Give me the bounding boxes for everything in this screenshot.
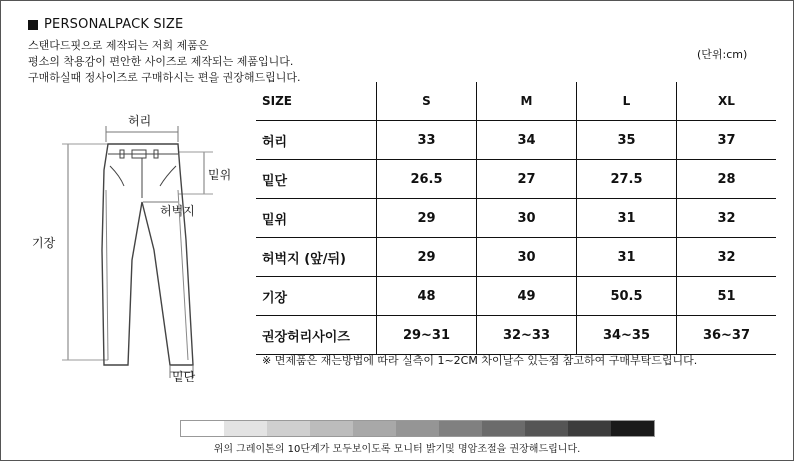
size-table <box>256 82 776 355</box>
table-cell: 26.5 <box>377 160 477 199</box>
grey-swatch <box>267 421 310 436</box>
table-cell: 31 <box>577 199 677 238</box>
table-cell: 30 <box>477 238 577 277</box>
table-cell: 32 <box>677 238 777 277</box>
intro-text <box>28 38 301 86</box>
figure-label-hem: 밑단 <box>172 370 196 384</box>
table-cell: 49 <box>477 277 577 316</box>
table-cell: 30 <box>477 199 577 238</box>
table-cell: 33 <box>377 121 477 160</box>
table-cell: 51 <box>677 277 777 316</box>
grey-scale-strip <box>180 420 655 437</box>
table-cell: 31 <box>577 238 677 277</box>
square-bullet-icon <box>28 20 38 30</box>
table-row <box>256 238 776 277</box>
row-label: 밑단 <box>256 160 377 199</box>
grey-swatch <box>396 421 439 436</box>
table-row <box>256 199 776 238</box>
table-cell: 32~33 <box>477 316 577 355</box>
grey-swatch <box>353 421 396 436</box>
grey-swatch <box>525 421 568 436</box>
header-m: M <box>477 82 577 121</box>
grey-swatch <box>439 421 482 436</box>
table-cell: 29 <box>377 199 477 238</box>
header-xl: XL <box>677 82 777 121</box>
table-cell: 34 <box>477 121 577 160</box>
table-cell: 32 <box>677 199 777 238</box>
grey-swatch <box>181 421 224 436</box>
table-row <box>256 316 776 355</box>
unit-label: (단위:cm) <box>697 48 748 61</box>
intro-line: 스탠다드핏으로 제작되는 저희 제품은 <box>28 39 209 52</box>
table-row <box>256 121 776 160</box>
table-cell: 28 <box>677 160 777 199</box>
row-label: 허벅지 (앞/뒤) <box>256 238 377 277</box>
table-row <box>256 160 776 199</box>
grey-swatch <box>568 421 611 436</box>
header-l: L <box>577 82 677 121</box>
table-cell: 27 <box>477 160 577 199</box>
figure-label-thigh: 허벅지 <box>160 204 195 218</box>
table-cell: 50.5 <box>577 277 677 316</box>
grey-swatch <box>310 421 353 436</box>
pants-illustration <box>28 110 258 400</box>
row-label: 밑위 <box>256 199 377 238</box>
grey-swatch <box>224 421 267 436</box>
row-label: 허리 <box>256 121 377 160</box>
page-title-text: PERSONALPACK SIZE <box>44 17 184 32</box>
table-cell: 36~37 <box>677 316 777 355</box>
table-cell: 48 <box>377 277 477 316</box>
row-label: 기장 <box>256 277 377 316</box>
row-label: 권장허리사이즈 <box>256 316 377 355</box>
size-table-header <box>256 82 776 121</box>
header-size: SIZE <box>256 82 377 121</box>
footer-text: 위의 그레이톤의 10단계가 모두보이도록 모니터 밝기및 명암조절을 권장해드립니다. <box>213 444 581 455</box>
table-cell: 37 <box>677 121 777 160</box>
header-s: S <box>377 82 477 121</box>
figure-label-waist: 허리 <box>128 114 152 128</box>
table-cell: 29~31 <box>377 316 477 355</box>
figure-label-rise: 밑위 <box>208 168 232 182</box>
table-cell: 34~35 <box>577 316 677 355</box>
grey-swatch <box>611 421 654 436</box>
intro-line: 구매하실때 정사이즈로 구매하시는 편을 권장해드립니다. <box>28 71 301 84</box>
table-cell: 35 <box>577 121 677 160</box>
table-cell: 29 <box>377 238 477 277</box>
grey-swatch <box>482 421 525 436</box>
measurement-note: ※ 면제품은 재는방법에 따라 실측이 1~2CM 차이날수 있는점 참고하여 구매부탁드립니다. <box>262 354 698 367</box>
figure-label-length: 기장 <box>32 236 56 250</box>
pants-figure <box>28 110 258 400</box>
page-title <box>28 17 183 32</box>
table-row <box>256 277 776 316</box>
table-cell: 27.5 <box>577 160 677 199</box>
intro-line: 평소의 착용감이 편안한 사이즈로 제작되는 제품입니다. <box>28 55 294 68</box>
